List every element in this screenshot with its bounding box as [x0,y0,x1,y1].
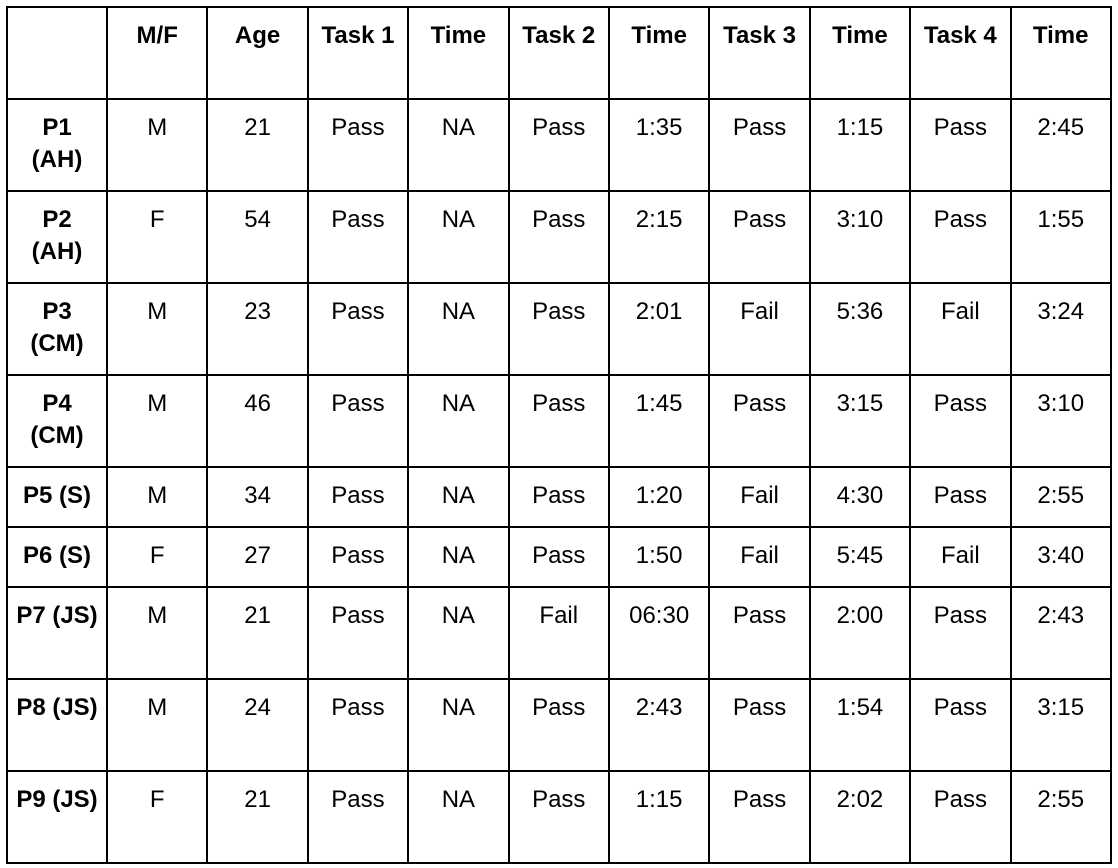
table-row [7,771,1111,863]
cell-task-3-result: Pass [709,679,809,771]
cell-task-3-time: 2:02 [810,771,910,863]
cell-task-3-time: 3:15 [810,375,910,467]
table-row [7,587,1111,679]
cell-gender: M [107,467,207,527]
cell-task-4-result: Fail [910,527,1010,587]
cell-task-4-result: Pass [910,191,1010,283]
cell-task-1-result: Pass [308,679,408,771]
cell-task-2-time: 1:20 [609,467,709,527]
cell-task-2-time: 1:45 [609,375,709,467]
cell-task-3-time: 5:45 [810,527,910,587]
cell-task-2-result: Fail [509,587,609,679]
cell-task-1-time: NA [408,467,508,527]
cell-task-1-time: NA [408,587,508,679]
cell-task-2-result: Pass [509,375,609,467]
cell-gender: M [107,99,207,191]
header-cell-task-2: Task 2 [509,7,609,99]
cell-participant: P6 (S) [7,527,107,587]
cell-task-3-time: 5:36 [810,283,910,375]
cell-task-4-result: Pass [910,375,1010,467]
cell-age: 46 [207,375,307,467]
cell-gender: M [107,375,207,467]
results-table-container [6,6,1112,864]
cell-task-4-result: Pass [910,679,1010,771]
cell-task-4-time: 3:10 [1011,375,1111,467]
cell-task-2-time: 2:15 [609,191,709,283]
header-cell-age: Age [207,7,307,99]
header-cell-task-3: Task 3 [709,7,809,99]
cell-participant: P9 (JS) [7,771,107,863]
cell-task-2-time: 1:15 [609,771,709,863]
header-cell-gender: M/F [107,7,207,99]
cell-task-2-time: 2:01 [609,283,709,375]
cell-task-1-result: Pass [308,771,408,863]
cell-task-4-result: Pass [910,587,1010,679]
cell-age: 27 [207,527,307,587]
cell-task-1-result: Pass [308,191,408,283]
cell-task-1-result: Pass [308,467,408,527]
cell-task-2-time: 1:35 [609,99,709,191]
header-cell-task-4: Task 4 [910,7,1010,99]
cell-task-4-result: Pass [910,467,1010,527]
cell-participant: P7 (JS) [7,587,107,679]
cell-task-1-time: NA [408,527,508,587]
cell-task-4-time: 2:55 [1011,467,1111,527]
cell-task-4-time: 3:24 [1011,283,1111,375]
cell-age: 54 [207,191,307,283]
cell-task-4-time: 2:43 [1011,587,1111,679]
cell-age: 21 [207,587,307,679]
cell-task-2-result: Pass [509,679,609,771]
cell-task-1-result: Pass [308,375,408,467]
cell-task-1-time: NA [408,283,508,375]
table-row [7,375,1111,467]
cell-task-2-result: Pass [509,191,609,283]
cell-task-3-result: Pass [709,771,809,863]
header-cell-time-4: Time [1011,7,1111,99]
cell-task-3-result: Pass [709,99,809,191]
cell-task-1-time: NA [408,99,508,191]
cell-participant: P4 (CM) [7,375,107,467]
cell-gender: F [107,191,207,283]
cell-task-4-time: 2:45 [1011,99,1111,191]
cell-task-1-time: NA [408,771,508,863]
cell-task-3-time: 4:30 [810,467,910,527]
table-row [7,527,1111,587]
cell-task-3-time: 2:00 [810,587,910,679]
header-row [7,7,1111,99]
header-cell-corner [7,7,107,99]
cell-task-1-result: Pass [308,587,408,679]
cell-gender: M [107,679,207,771]
cell-participant: P5 (S) [7,467,107,527]
cell-task-4-result: Fail [910,283,1010,375]
cell-gender: M [107,587,207,679]
results-table [6,6,1112,864]
cell-task-3-result: Pass [709,191,809,283]
cell-task-3-result: Pass [709,587,809,679]
cell-task-4-time: 2:55 [1011,771,1111,863]
cell-age: 24 [207,679,307,771]
header-cell-time-3: Time [810,7,910,99]
cell-task-3-result: Fail [709,467,809,527]
cell-task-1-time: NA [408,375,508,467]
cell-task-3-time: 1:15 [810,99,910,191]
table-row [7,283,1111,375]
cell-task-2-result: Pass [509,527,609,587]
cell-task-2-result: Pass [509,99,609,191]
cell-age: 21 [207,771,307,863]
cell-task-3-result: Fail [709,527,809,587]
header-cell-task-1: Task 1 [308,7,408,99]
cell-task-4-time: 1:55 [1011,191,1111,283]
cell-task-1-result: Pass [308,527,408,587]
cell-task-1-time: NA [408,191,508,283]
header-cell-time-2: Time [609,7,709,99]
table-row [7,99,1111,191]
cell-gender: F [107,771,207,863]
table-row [7,679,1111,771]
cell-task-2-time: 06:30 [609,587,709,679]
cell-task-2-time: 1:50 [609,527,709,587]
cell-task-3-result: Pass [709,375,809,467]
cell-task-2-result: Pass [509,283,609,375]
cell-task-4-result: Pass [910,771,1010,863]
cell-participant: P1 (AH) [7,99,107,191]
cell-task-1-result: Pass [308,283,408,375]
cell-age: 21 [207,99,307,191]
header-cell-time-1: Time [408,7,508,99]
cell-task-3-time: 3:10 [810,191,910,283]
cell-task-4-result: Pass [910,99,1010,191]
table-row [7,191,1111,283]
cell-task-4-time: 3:40 [1011,527,1111,587]
cell-participant: P8 (JS) [7,679,107,771]
cell-task-2-result: Pass [509,771,609,863]
cell-task-1-time: NA [408,679,508,771]
cell-task-3-time: 1:54 [810,679,910,771]
cell-task-2-time: 2:43 [609,679,709,771]
cell-age: 23 [207,283,307,375]
cell-task-2-result: Pass [509,467,609,527]
cell-participant: P3 (CM) [7,283,107,375]
cell-task-3-result: Fail [709,283,809,375]
cell-participant: P2 (AH) [7,191,107,283]
cell-task-4-time: 3:15 [1011,679,1111,771]
table-row [7,467,1111,527]
cell-gender: F [107,527,207,587]
cell-task-1-result: Pass [308,99,408,191]
cell-age: 34 [207,467,307,527]
cell-gender: M [107,283,207,375]
